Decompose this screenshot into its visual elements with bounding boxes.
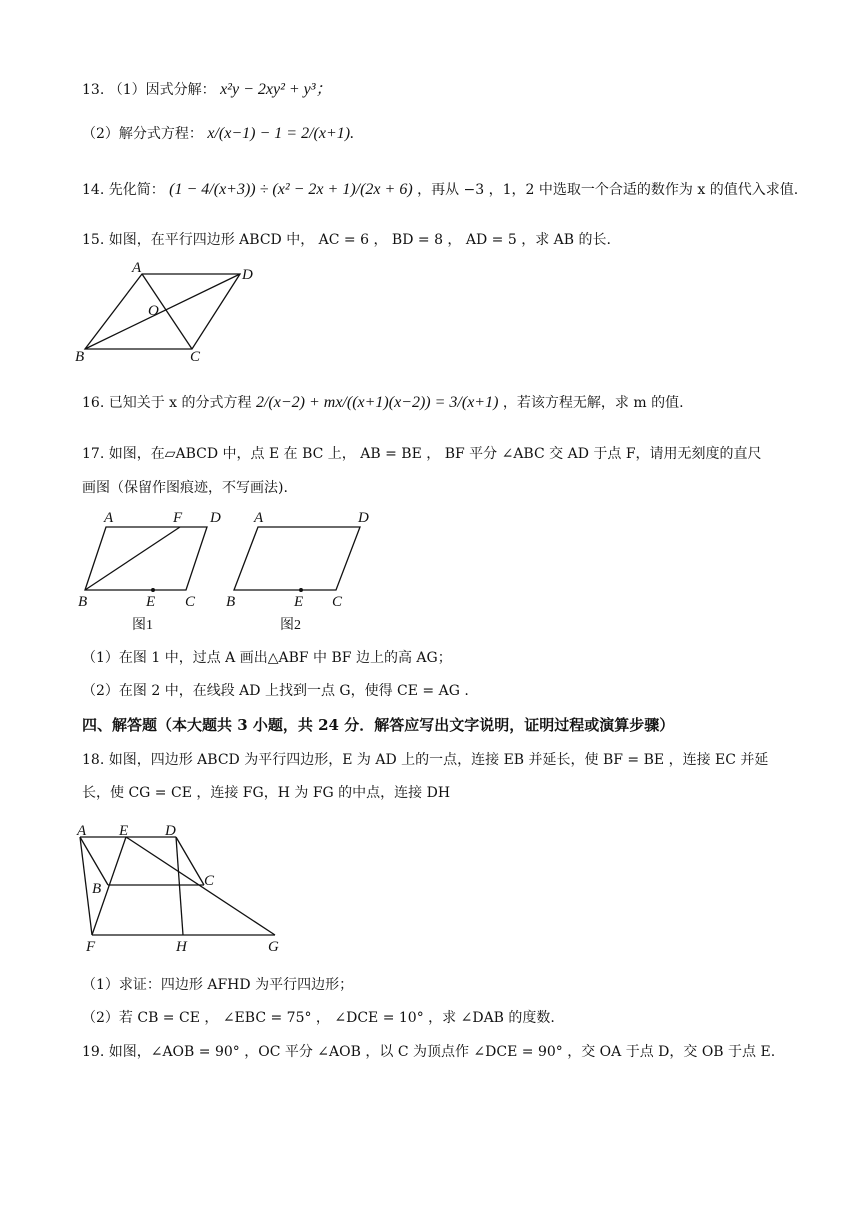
- fig17-2-label-D: D: [358, 510, 369, 526]
- fig15-label-A: A: [132, 260, 142, 276]
- fig17-1-label-E: E: [146, 594, 156, 610]
- fig18-label-E: E: [119, 823, 129, 839]
- fig17-1-label-B: B: [78, 594, 88, 610]
- figure-18: [70, 815, 290, 955]
- q14-math: (1 − 4/(x+3)) ÷ (x² − 2x + 1)/(2x + 6): [169, 181, 413, 198]
- q13-part1-math: x²y − 2xy² + y³；: [220, 81, 332, 98]
- fig18-label-G: G: [268, 939, 279, 955]
- q14-text: 14. 先化简：: [82, 182, 165, 198]
- figure-15: [70, 255, 270, 367]
- fig18-label-H: H: [176, 939, 187, 955]
- section-4-title: 四、解答题（本大题共 3 小题，共 24 分．解答应写出文字说明，证明过程或演算步骤）: [82, 716, 675, 734]
- fig17-2-caption: 图2: [280, 618, 301, 633]
- q18-part1: （1）求证：四边形 AFHD 为平行四边形；: [82, 977, 354, 993]
- q17-line1: 17. 如图，在▱ABCD 中，点 E 在 BC 上， AB = BE ， BF 平分 ∠ABC 交 AD 于点 F，请用无刻度的直尺: [82, 446, 762, 462]
- q14: [82, 180, 798, 200]
- fig15-label-B: B: [75, 349, 85, 365]
- fig17-1-label-F: F: [173, 510, 183, 526]
- q18-line2: 长，使 CG = CE ，连接 FG，H 为 FG 的中点，连接 DH: [82, 785, 451, 801]
- fig17-1-caption: 图1: [132, 618, 153, 633]
- q16-math: 2/(x−2) + mx/((x+1)(x−2)) = 3/(x+1): [255, 394, 499, 411]
- fig18-label-D: D: [165, 823, 176, 839]
- figure-17: [70, 505, 390, 635]
- fig17-1-label-C: C: [185, 594, 196, 610]
- fig17-1-label-D: D: [210, 510, 221, 526]
- fig17-1-label-A: A: [104, 510, 114, 526]
- fig15-label-D: D: [242, 267, 253, 283]
- fig17-2-label-A: A: [254, 510, 264, 526]
- q18-line1: 18. 如图，四边形 ABCD 为平行四边形，E 为 AD 上的一点，连接 EB 并延长，使 BF = BE ，连接 EC 并延: [82, 752, 769, 768]
- fig18-label-B: B: [92, 881, 102, 897]
- q15-text: 15. 如图，在平行四边形 ABCD 中， AC = 6 ， BD = 8 ， AD = 5 ，求 AB 的长.: [82, 232, 611, 248]
- q13-part2-math: x/(x−1) − 1 = 2/(x+1).: [207, 125, 355, 142]
- q17-line2: 画图（保留作图痕迹，不写画法).: [82, 480, 288, 496]
- fig17-2-label-B: B: [226, 594, 236, 610]
- fig18-label-C: C: [204, 873, 215, 889]
- q14-tail: ，再从 −3 ，1，2 中选取一个合适的数作为 x 的值代入求值.: [417, 182, 799, 198]
- q18-part2: （2）若 CB = CE ， ∠EBC = 75° ， ∠DCE = 10° ，求 ∠DAB 的度数.: [82, 1010, 555, 1026]
- q13-part1: [82, 80, 332, 100]
- q17-part2: （2）在图 2 中，在线段 AD 上找到一点 G，使得 CE = AG .: [82, 683, 469, 699]
- fig15-label-C: C: [190, 349, 201, 365]
- fig15-label-O: O: [148, 303, 159, 319]
- fig17-2-label-E: E: [294, 594, 304, 610]
- q13-part2-text: （2）解分式方程：: [82, 126, 203, 142]
- q16-tail: ，若该方程无解，求 m 的值.: [502, 395, 684, 411]
- q13-part2: [82, 124, 354, 144]
- fig18-label-A: A: [77, 823, 87, 839]
- fig18-label-F: F: [86, 939, 96, 955]
- q13-part1-text: 13. （1）因式分解：: [82, 82, 216, 98]
- q17-part1: （1）在图 1 中，过点 A 画出△ABF 中 BF 边上的高 AG；: [82, 650, 452, 666]
- q16: [82, 393, 684, 413]
- fig17-2-label-C: C: [332, 594, 343, 610]
- q19-text: 19. 如图，∠AOB = 90° ，OC 平分 ∠AOB ，以 C 为顶点作 ∠DCE = 90° ，交 OA 于点 D，交 OB 于点 E.: [82, 1044, 776, 1060]
- q16-text: 16. 已知关于 x 的分式方程: [82, 395, 252, 411]
